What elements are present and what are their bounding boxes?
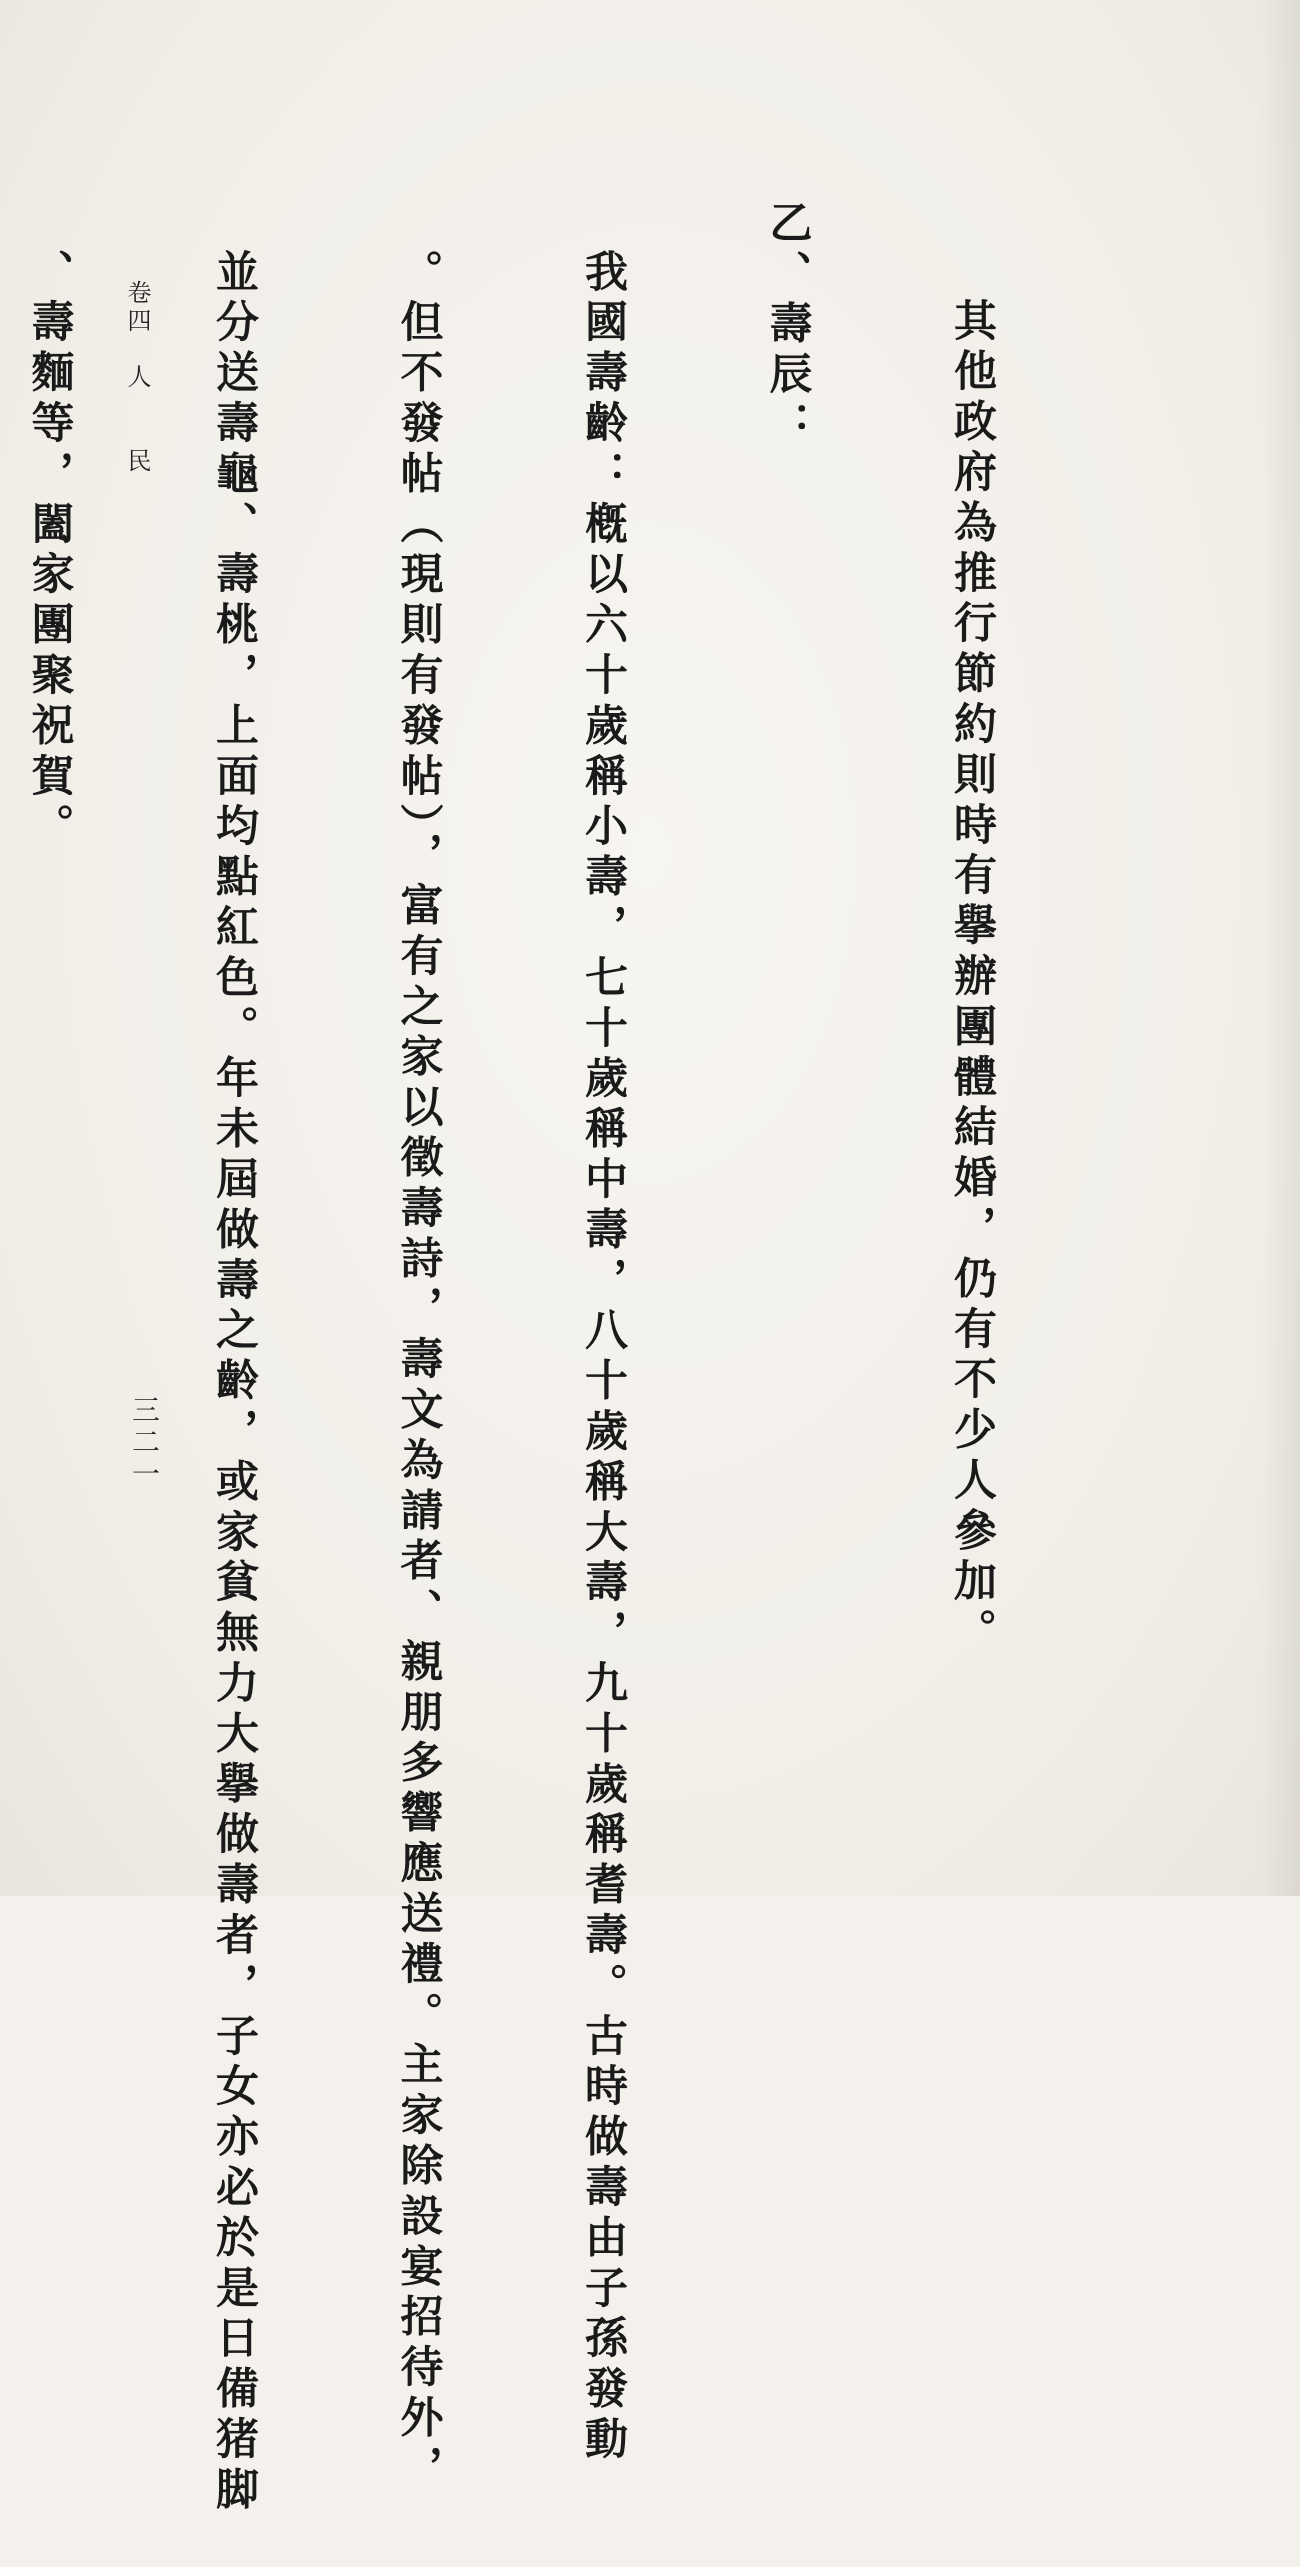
- text-column: 。但不發帖（現則有發帖），富有之家以徵壽詩，壽文為請者、親朋多響應送禮。主家除設宴招待外，: [393, 249, 444, 2496]
- page-number: 三二一: [128, 1395, 161, 1491]
- text-column: 其他政府為推行節約則時有擧辦團體結婚，仍有不少人參加。: [947, 298, 997, 1659]
- text-column: 並分送壽龜、壽桃，上面均點紅色。年未屆做壽之齡，或家貧無力大擧做壽者，子女亦必於是日備猪脚: [209, 249, 259, 2517]
- section-heading-birthday: 乙、壽辰：: [762, 200, 813, 452]
- running-head: 卷四 人 民: [123, 280, 151, 476]
- body-text: [0, 200, 1125, 2517]
- page-edge-shadow: [1260, 0, 1300, 1896]
- text-column: 、壽麵等，闔家團聚祝賀。: [24, 249, 75, 854]
- text-column: 我國壽齡：槪以六十歲稱小壽，七十歲稱中壽，八十歲稱大壽，九十歲稱耆壽。古時做壽由子孫發動: [578, 249, 628, 2467]
